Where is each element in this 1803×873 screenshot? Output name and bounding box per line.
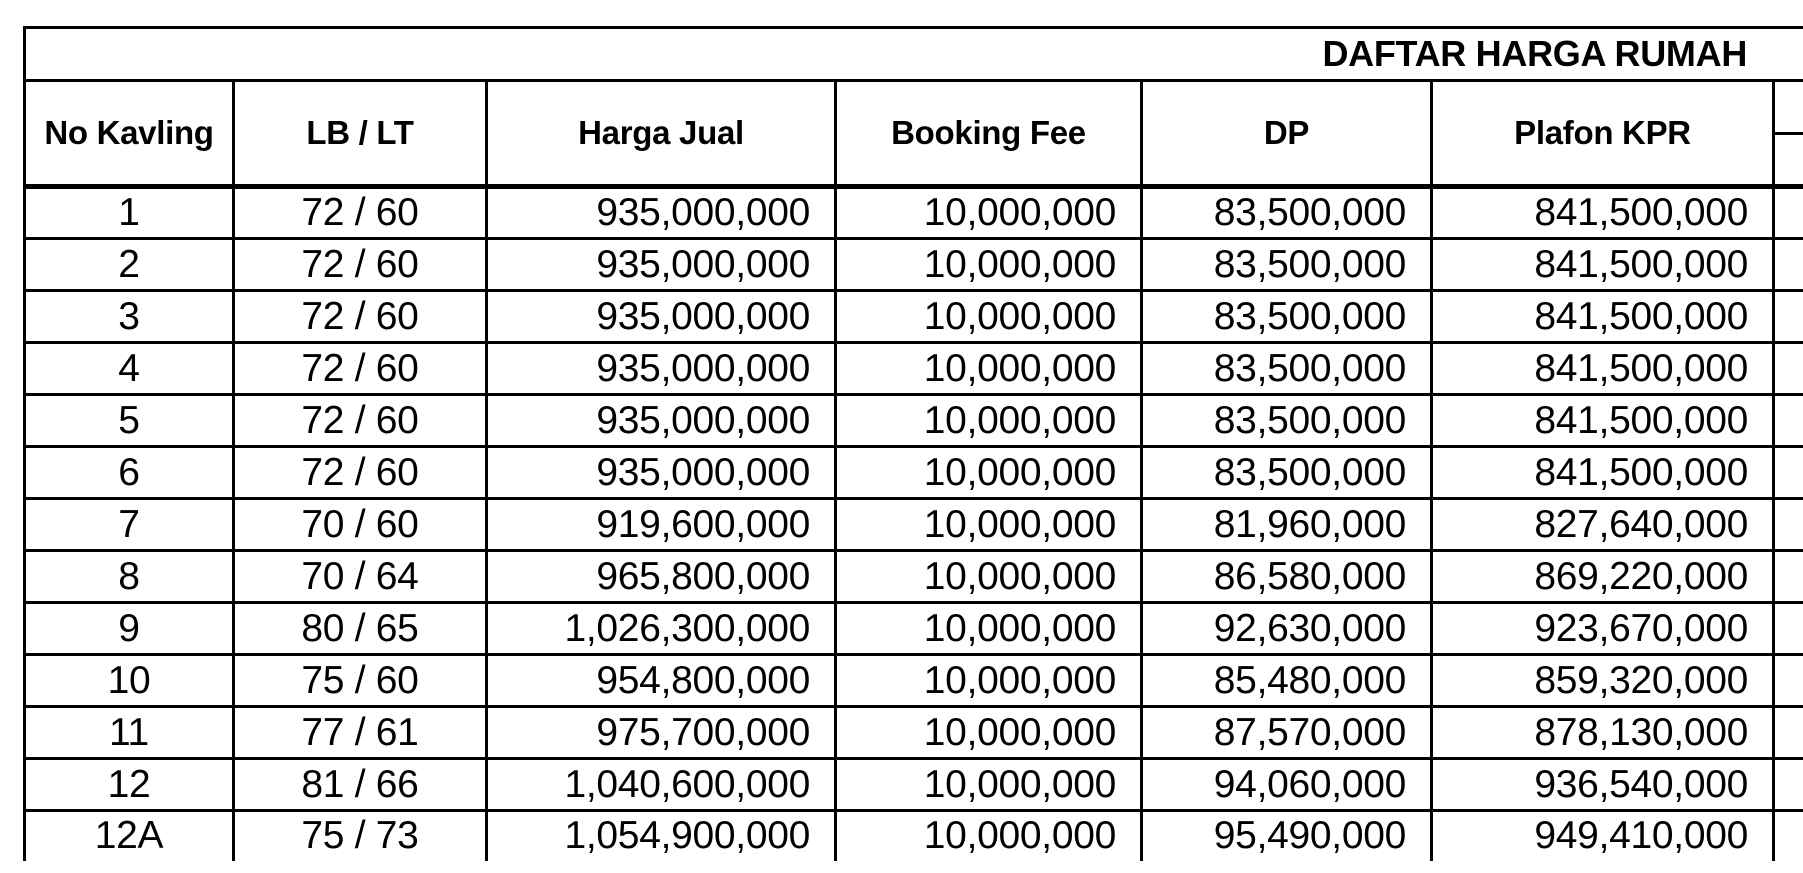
clipped-header-upper-cell <box>1775 82 1803 135</box>
table-row <box>25 707 1803 759</box>
cell-no-kavling: 3 <box>25 291 234 343</box>
cell-dp: 94,060,000 <box>1142 759 1432 811</box>
cell-harga-jual: 935,000,000 <box>487 239 836 291</box>
cell-dp: 81,960,000 <box>1142 499 1432 551</box>
cell-lb-lt: 81 / 66 <box>234 759 487 811</box>
cell-harga-jual: 954,800,000 <box>487 655 836 707</box>
cell-no-kavling: 7 <box>25 499 234 551</box>
cell-clipped-column <box>1774 447 1803 499</box>
cell-booking-fee: 10,000,000 <box>836 343 1142 395</box>
cell-lb-lt: 75 / 73 <box>234 811 487 862</box>
cell-booking-fee: 10,000,000 <box>836 603 1142 655</box>
cell-booking-fee: 10,000,000 <box>836 395 1142 447</box>
cell-harga-jual: 919,600,000 <box>487 499 836 551</box>
cell-dp: 83,500,000 <box>1142 343 1432 395</box>
cell-clipped-column <box>1774 239 1803 291</box>
table-body <box>25 187 1803 862</box>
cell-no-kavling: 12A <box>25 811 234 862</box>
cell-no-kavling: 5 <box>25 395 234 447</box>
header-row <box>25 81 1803 187</box>
cell-lb-lt: 72 / 60 <box>234 291 487 343</box>
cell-harga-jual: 975,700,000 <box>487 707 836 759</box>
column-header-lb-lt: LB / LT <box>234 81 487 187</box>
table-row <box>25 239 1803 291</box>
cell-booking-fee: 10,000,000 <box>836 811 1142 862</box>
cell-plafon-kpr: 841,500,000 <box>1432 343 1774 395</box>
cell-no-kavling: 12 <box>25 759 234 811</box>
table-row <box>25 603 1803 655</box>
cell-lb-lt: 80 / 65 <box>234 603 487 655</box>
cell-booking-fee: 10,000,000 <box>836 187 1142 239</box>
cell-dp: 83,500,000 <box>1142 447 1432 499</box>
column-header-plafon-kpr: Plafon KPR <box>1432 81 1774 187</box>
cell-plafon-kpr: 936,540,000 <box>1432 759 1774 811</box>
cell-clipped-column <box>1774 759 1803 811</box>
cell-plafon-kpr: 841,500,000 <box>1432 447 1774 499</box>
cell-plafon-kpr: 841,500,000 <box>1432 291 1774 343</box>
cell-dp: 86,580,000 <box>1142 551 1432 603</box>
cell-dp: 83,500,000 <box>1142 291 1432 343</box>
cell-booking-fee: 10,000,000 <box>836 655 1142 707</box>
cell-clipped-column <box>1774 603 1803 655</box>
cell-dp: 95,490,000 <box>1142 811 1432 862</box>
cell-booking-fee: 10,000,000 <box>836 759 1142 811</box>
cell-no-kavling: 1 <box>25 187 234 239</box>
cell-booking-fee: 10,000,000 <box>836 499 1142 551</box>
cell-clipped-column <box>1774 395 1803 447</box>
cell-booking-fee: 10,000,000 <box>836 291 1142 343</box>
cell-harga-jual: 935,000,000 <box>487 187 836 239</box>
table-row <box>25 551 1803 603</box>
table-title: DAFTAR HARGA RUMAH <box>25 28 1803 81</box>
cell-clipped-column <box>1774 551 1803 603</box>
cell-dp: 83,500,000 <box>1142 239 1432 291</box>
table-row <box>25 395 1803 447</box>
cell-plafon-kpr: 878,130,000 <box>1432 707 1774 759</box>
table-row <box>25 499 1803 551</box>
table-row <box>25 447 1803 499</box>
cell-lb-lt: 75 / 60 <box>234 655 487 707</box>
cell-dp: 83,500,000 <box>1142 187 1432 239</box>
cell-lb-lt: 77 / 61 <box>234 707 487 759</box>
price-table-container <box>23 26 1803 861</box>
house-price-table <box>23 26 1803 861</box>
cell-plafon-kpr: 841,500,000 <box>1432 395 1774 447</box>
cell-lb-lt: 72 / 60 <box>234 343 487 395</box>
cell-clipped-column <box>1774 291 1803 343</box>
cell-plafon-kpr: 949,410,000 <box>1432 811 1774 862</box>
cell-dp: 85,480,000 <box>1142 655 1432 707</box>
cell-plafon-kpr: 869,220,000 <box>1432 551 1774 603</box>
cell-dp: 87,570,000 <box>1142 707 1432 759</box>
cell-plafon-kpr: 827,640,000 <box>1432 499 1774 551</box>
table-row <box>25 343 1803 395</box>
cell-harga-jual: 935,000,000 <box>487 395 836 447</box>
column-header-harga-jual: Harga Jual <box>487 81 836 187</box>
cell-plafon-kpr: 923,670,000 <box>1432 603 1774 655</box>
cell-lb-lt: 72 / 60 <box>234 395 487 447</box>
cell-no-kavling: 10 <box>25 655 234 707</box>
cell-booking-fee: 10,000,000 <box>836 707 1142 759</box>
cell-no-kavling: 2 <box>25 239 234 291</box>
cell-plafon-kpr: 859,320,000 <box>1432 655 1774 707</box>
cell-harga-jual: 1,026,300,000 <box>487 603 836 655</box>
cell-clipped-column <box>1774 343 1803 395</box>
cell-plafon-kpr: 841,500,000 <box>1432 187 1774 239</box>
cell-clipped-column <box>1774 499 1803 551</box>
cell-booking-fee: 10,000,000 <box>836 447 1142 499</box>
cell-lb-lt: 72 / 60 <box>234 187 487 239</box>
cell-dp: 83,500,000 <box>1142 395 1432 447</box>
cell-no-kavling: 9 <box>25 603 234 655</box>
cell-no-kavling: 8 <box>25 551 234 603</box>
cell-no-kavling: 6 <box>25 447 234 499</box>
cell-lb-lt: 72 / 60 <box>234 239 487 291</box>
column-header-clipped <box>1774 81 1803 187</box>
cell-no-kavling: 11 <box>25 707 234 759</box>
cell-harga-jual: 935,000,000 <box>487 447 836 499</box>
cell-dp: 92,630,000 <box>1142 603 1432 655</box>
cell-clipped-column <box>1774 707 1803 759</box>
cell-lb-lt: 70 / 60 <box>234 499 487 551</box>
table-row <box>25 655 1803 707</box>
cell-lb-lt: 72 / 60 <box>234 447 487 499</box>
column-header-dp: DP <box>1142 81 1432 187</box>
table-row <box>25 759 1803 811</box>
cell-booking-fee: 10,000,000 <box>836 551 1142 603</box>
cell-plafon-kpr: 841,500,000 <box>1432 239 1774 291</box>
cell-clipped-column <box>1774 811 1803 862</box>
cell-harga-jual: 935,000,000 <box>487 343 836 395</box>
cell-clipped-column <box>1774 655 1803 707</box>
cell-harga-jual: 935,000,000 <box>487 291 836 343</box>
table-row <box>25 811 1803 862</box>
column-header-booking-fee: Booking Fee <box>836 81 1142 187</box>
table-row <box>25 187 1803 239</box>
clipped-header-lower-cell <box>1775 135 1803 184</box>
cell-clipped-column <box>1774 187 1803 239</box>
table-row <box>25 291 1803 343</box>
cell-harga-jual: 965,800,000 <box>487 551 836 603</box>
column-header-no-kavling: No Kavling <box>25 81 234 187</box>
cell-booking-fee: 10,000,000 <box>836 239 1142 291</box>
cell-harga-jual: 1,040,600,000 <box>487 759 836 811</box>
cell-no-kavling: 4 <box>25 343 234 395</box>
title-row <box>25 28 1803 81</box>
cell-lb-lt: 70 / 64 <box>234 551 487 603</box>
cell-harga-jual: 1,054,900,000 <box>487 811 836 862</box>
